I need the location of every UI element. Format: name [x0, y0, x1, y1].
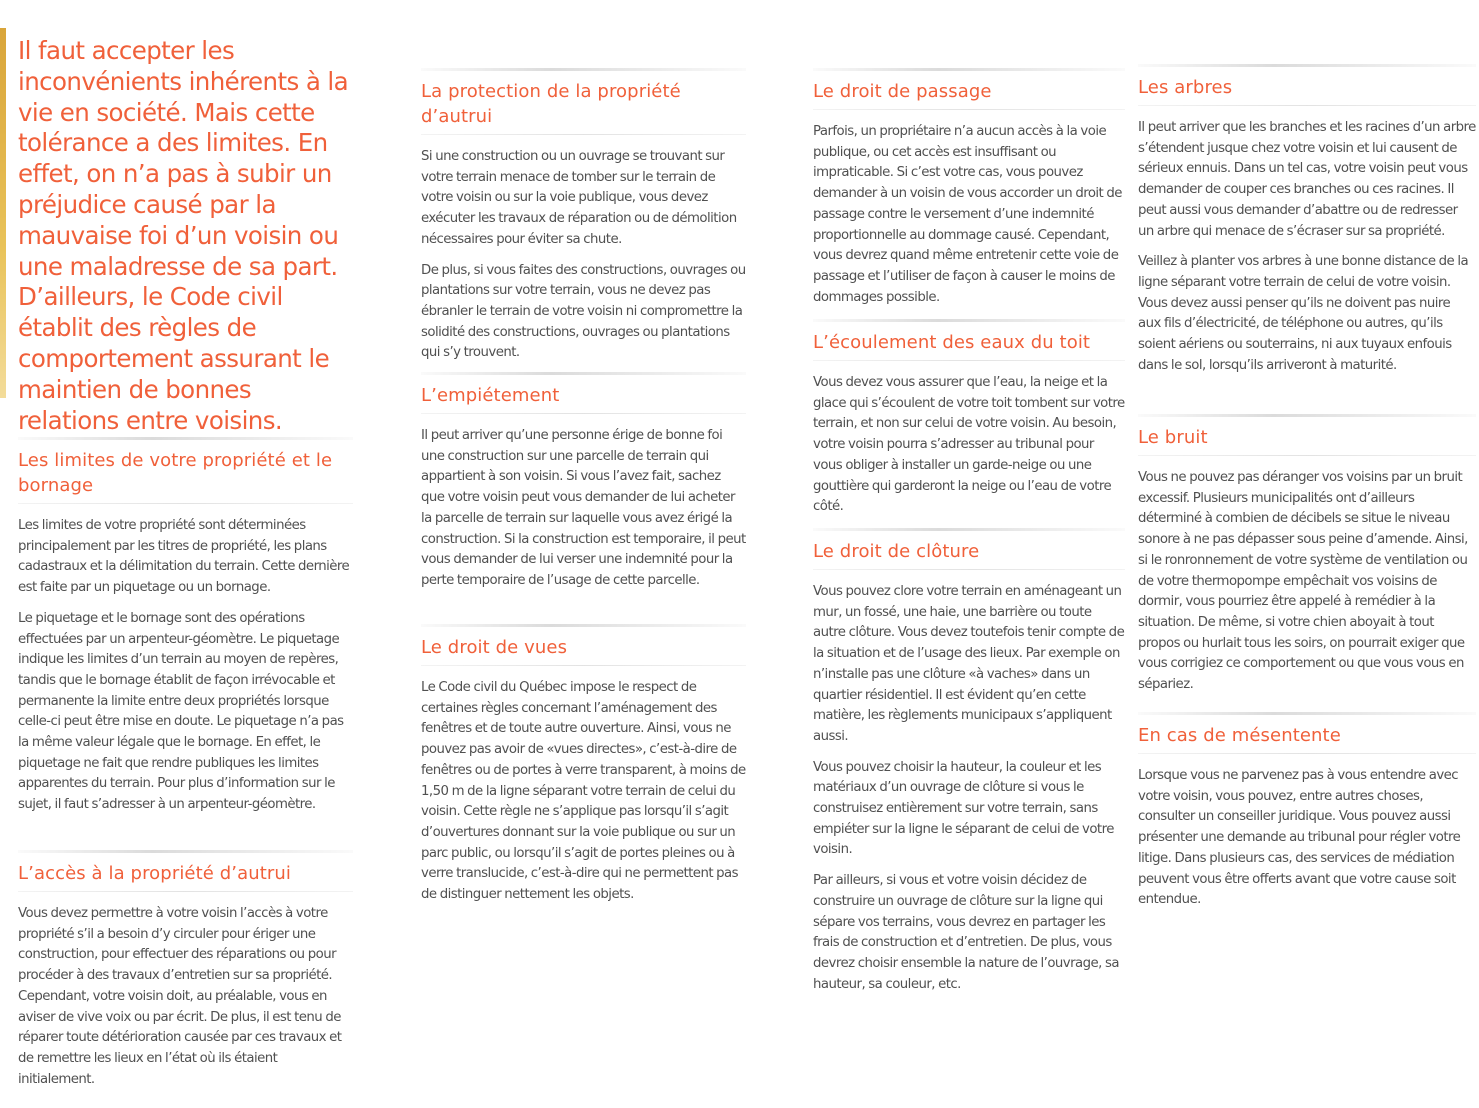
section-body	[813, 373, 1125, 518]
section-title: Le droit de clôture	[813, 541, 980, 562]
section-mesentente	[1138, 712, 1476, 921]
section-body	[18, 516, 353, 816]
paragraph: Il peut arriver que les branches et les racines d’un arbre s’étendent jusque chez votre voisin et lui causent de sérieux ennuis. Dans un tel cas, votre voisin peut vous demander de couper ces branches ou ces racines. Il peut aussi vous demander d’abattre ou de redresser un arbre qui menace de s’écraser sur sa propriété.	[1138, 120, 1476, 239]
section-passage	[813, 68, 1125, 318]
section-divider	[421, 624, 746, 627]
section-body	[1138, 118, 1476, 376]
section-empietement	[421, 372, 746, 602]
section-body	[813, 122, 1125, 308]
section-body	[1138, 468, 1476, 696]
paragraph: De plus, si vous faites des constructions, ouvrages ou plantations sur votre terrain, vous ne devez pas ébranler le terrain de votre voisin ni compromettre la solidité des constructions, ouvrages ou plantations qui s’y trouvent.	[421, 262, 746, 361]
paragraph: Si une construction ou un ouvrage se trouvant sur votre terrain menace de tomber sur le terrain de votre voisin ou sur la voie publique, vous devez exécuter les travaux de réparation ou de démolition nécessaires pour éviter sa chute.	[421, 149, 737, 247]
section-body	[421, 426, 746, 592]
section-divider	[1138, 712, 1476, 715]
paragraph: Vous pouvez choisir la hauteur, la couleur et les matériaux d’un ouvrage de clôture si vous le construisez entièrement sur votre terrain, sans empiéter sur la ligne le séparant de celui de votre voisin.	[813, 759, 1114, 858]
section-ecoulement	[813, 319, 1125, 528]
section-divider	[813, 68, 1125, 71]
section-title: En cas de mésentente	[1138, 725, 1341, 746]
section-divider	[813, 528, 1125, 531]
paragraph: Par ailleurs, si vous et votre voisin décidez de construire un ouvrage de clôture sur la ligne qui sépare vos terrains, vous devrez en partager les frais de construction et d’entretien. De plus, vous devrez choisir ensemble la nature de l’ouvrage, sa hauteur, sa couleur, etc.	[813, 873, 1119, 992]
intro-text: Il faut accepter les inconvénients inhérents à la vie en société. Mais cette tolérance a des limites. En effet, on n’a pas à subir un préjudice causé par la mauvaise foi d’un voisin ou une maladresse de sa part. D’ailleurs, le Code civil établit des règles de comportement assurant le maintien de bonnes relations entre voisins.	[18, 36, 349, 435]
paragraph: Vous devez permettre à votre voisin l’accès à votre propriété s’il a besoin d’y circuler pour ériger une construction, pour effectuer des réparations ou pour procéder à des travaux d’entretien sur sa propriété. Cependant, votre voisin doit, au préalable, vous en aviser de vive voix ou par écrit. De plus, il est tenu de réparer toute détérioration causée par ces travaux et de remettre les lieux en l’état où ils étaient initialement.	[18, 906, 342, 1087]
section-bruit	[1138, 414, 1476, 706]
paragraph: Il peut arriver qu’une personne érige de bonne foi une construction sur une parcelle de terrain qui appartient à son voisin. Si vous l’avez fait, sachez que votre voisin peut vous demander de lui acheter la parcelle de terrain sur laquelle vous avez érigé la construction. Si la construction est temporaire, il peut vous demander de lui verser une indemnité pour la perte temporaire de l’usage de cette parcelle.	[421, 428, 746, 588]
section-arbres	[1138, 64, 1476, 386]
paragraph: Lorsque vous ne parvenez pas à vous entendre avec votre voisin, vous pouvez, entre autres choses, consulter un conseiller juridique. Vous pouvez aussi présenter une demande au tribunal pour régler votre litige. Dans plusieurs cas, des services de médiation peuvent vous être offerts avant que votre cause soit entendue.	[1138, 768, 1461, 908]
decorative-edge-bar	[0, 28, 6, 398]
section-body	[813, 582, 1125, 995]
title-underline	[421, 413, 746, 414]
section-title: L’empiétement	[421, 385, 560, 406]
section-divider	[421, 372, 746, 375]
section-title: L’accès à la propriété d’autrui	[18, 863, 292, 884]
paragraph: Vous pouvez clore votre terrain en aménageant un mur, un fossé, une haie, une barrière ou toute autre clôture. Vous devez toutefois tenir compte de la situation et de l’usage des lieux. Par exemple on n’installe pas une clôture «à vaches» dans un quartier résidentiel. Il est évident qu’en cette matière, les règlements municipaux s’appliquent aussi.	[813, 584, 1125, 744]
section-cloture	[813, 528, 1125, 1005]
paragraph: Le Code civil du Québec impose le respect de certaines règles concernant l’aménagement des fenêtres et de toute autre ouverture. Ainsi, vous ne pouvez pas avoir de «vues directes», c’est-à-dire de fenêtres ou de portes à verre transparent, à moins de 1,50 m de la ligne séparant votre terrain de celui du voisin. Cette règle ne s’applique pas lorsqu’il s’agit d’ouvertures donnant sur la voie publique ou sur un parc public, ou lorsqu’il s’agit de portes pleines ou à verre translucide, c’est-à-dire qui ne permettent pas de distinguer nettement les objets.	[421, 680, 746, 903]
section-divider	[18, 850, 353, 853]
title-underline	[1138, 455, 1476, 456]
section-title: La protection de la propriété d’autrui	[421, 81, 681, 127]
section-divider	[18, 437, 353, 440]
section-title: L’écoulement des eaux du toit	[813, 332, 1091, 353]
section-title: Les arbres	[1138, 77, 1233, 98]
section-body	[421, 678, 746, 906]
title-underline	[18, 503, 353, 504]
paragraph: Vous ne pouvez pas déranger vos voisins par un bruit excessif. Plusieurs municipalités ont d’ailleurs déterminé à combien de décibels se situe le niveau sonore à ne pas dépasser sous peine d’amende. Ainsi, si le ronronnement de votre système de ventilation ou de votre thermopompe empêchait vos voisins de dormir, vous pourriez être appelé à remédier à la situation. De même, si votre chien aboyait à tout propos ou hurlait tous les soirs, on pourrait exiger que vous corrigiez ce comportement ou que vous vous en sépariez.	[1138, 470, 1468, 693]
section-divider	[1138, 414, 1476, 417]
paragraph: Vous devez vous assurer que l’eau, la neige et la glace qui s’écoulent de votre toit tombent sur votre terrain, et non sur celui de votre voisin. Au besoin, votre voisin pourra s’adresser au tribunal pour vous obliger à installer un garde-neige ou une gouttière qui garderont la neige ou l’eau de votre côté.	[813, 375, 1125, 515]
title-underline	[813, 569, 1125, 570]
section-limites	[18, 437, 353, 826]
section-body	[421, 147, 746, 364]
section-title: Le bruit	[1138, 427, 1208, 448]
title-underline	[1138, 753, 1476, 754]
section-title: Les limites de votre propriété et le bornage	[18, 450, 333, 496]
section-title: Le droit de passage	[813, 81, 992, 102]
section-body	[1138, 766, 1476, 911]
title-underline	[18, 891, 353, 892]
section-acces	[18, 850, 353, 1087]
section-divider	[421, 68, 746, 71]
section-title: Le droit de vues	[421, 637, 568, 658]
section-divider	[1138, 64, 1476, 67]
title-underline	[421, 134, 746, 135]
section-vues	[421, 624, 746, 916]
paragraph: Les limites de votre propriété sont déterminées principalement par les titres de propriété, les plans cadastraux et la délimitation du terrain. Cette dernière est faite par un piquetage ou un bornage.	[18, 518, 350, 596]
title-underline	[813, 360, 1125, 361]
title-underline	[813, 109, 1125, 110]
section-body	[18, 904, 353, 1090]
section-divider	[813, 319, 1125, 322]
section-protection	[421, 68, 746, 374]
title-underline	[1138, 105, 1476, 106]
paragraph: Le piquetage et le bornage sont des opérations effectuées par un arpenteur-géomètre. Le piquetage indique les limites d’un terrain au moyen de repères, tandis que le bornage établit de façon irrévocable et permanente la limite entre deux propriétés lorsque celle-ci peut être mise en doute. Le piquetage n’a pas la même valeur légale que le bornage. En effet, le piquetage ne fait que rendre publiques les limites apparentes du terrain. Pour plus d’information sur le sujet, il faut s’adresser à un arpenteur-géomètre.	[18, 610, 344, 813]
title-underline	[421, 665, 746, 666]
paragraph: Veillez à planter vos arbres à une bonne distance de la ligne séparant votre terrain de celui de votre voisin. Vous devez aussi penser qu’ils ne doivent pas nuire aux fils d’électricité, de téléphone ou autres, qu’ils soient aériens ou souterrains, ni aux tuyaux enfouis dans le sol, lorsqu’ils arriveront à maturité.	[1138, 254, 1469, 373]
paragraph: Parfois, un propriétaire n’a aucun accès à la voie publique, ou cet accès est insuffisant ou impraticable. Si c’est votre cas, vous pouvez demander à un voisin de vous accorder un droit de passage contre le versement d’une indemnité proportionnelle au dommage causé. Cependant, vous devrez quand même entretenir cette voie de passage et l’utiliser de façon à causer le moins de dommages possible.	[813, 124, 1122, 305]
